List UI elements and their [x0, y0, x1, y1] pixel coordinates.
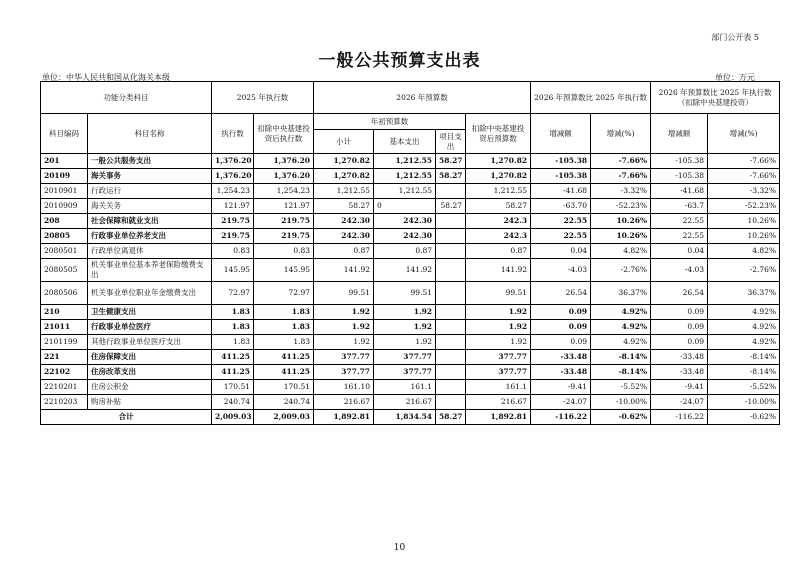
row-budget-excl: 377.77: [466, 365, 531, 380]
row-exec-excl: 219.75: [254, 214, 314, 229]
row-project: [436, 259, 466, 282]
table-row: [41, 305, 780, 320]
row-inc-pct: -10.00%: [591, 395, 651, 410]
row-inc-pct-excl: -5.52%: [708, 380, 780, 395]
row-subtotal: 0.87: [314, 244, 374, 259]
row-exec-excl: 411.25: [254, 350, 314, 365]
row-name: 购房补贴: [88, 395, 212, 410]
row-code: 2210203: [41, 395, 88, 410]
row-exec-excl: 0.83: [254, 244, 314, 259]
header-project: 项目支出: [436, 130, 466, 154]
row-exec-excl: 1,254.23: [254, 184, 314, 199]
table-row: [41, 199, 780, 214]
row-exec: 0.83: [212, 244, 254, 259]
table-row: [41, 365, 780, 380]
row-basic: 161.1: [374, 380, 436, 395]
row-exec: 1,376.20: [212, 169, 254, 184]
currency-unit-label: 单位：万元: [715, 73, 755, 82]
row-name: 行政事业单位养老支出: [88, 229, 212, 244]
row-basic: 377.77: [374, 350, 436, 365]
header-subtotal: 小计: [314, 130, 374, 154]
row-subtotal: 1,270.82: [314, 169, 374, 184]
row-exec: 1.83: [212, 320, 254, 335]
row-subtotal: 377.77: [314, 350, 374, 365]
row-subtotal: 1.92: [314, 335, 374, 350]
row-project: 58.27: [436, 154, 466, 169]
row-project: [436, 184, 466, 199]
row-inc-amt: -24.07: [531, 395, 591, 410]
row-exec-excl: 1,376.20: [254, 154, 314, 169]
row-inc-pct: -7.66%: [591, 169, 651, 184]
row-subtotal: 1,270.82: [314, 154, 374, 169]
header-subject-name: 科目名称: [88, 114, 212, 154]
row-basic: 1.92: [374, 335, 436, 350]
row-inc-pct-excl: 4.92%: [708, 320, 780, 335]
row-exec-excl: 240.74: [254, 395, 314, 410]
row-budget-excl: 58.27: [466, 199, 531, 214]
total-inc-pct2: -0.62%: [708, 410, 780, 425]
total-exec: 2,009.03: [212, 410, 254, 425]
row-inc-amt: 0.09: [531, 335, 591, 350]
row-inc-pct: -2.76%: [591, 259, 651, 282]
row-subtotal: 242.30: [314, 229, 374, 244]
row-subtotal: 216.67: [314, 395, 374, 410]
row-budget-excl: 161.1: [466, 380, 531, 395]
total-project: 58.27: [436, 410, 466, 425]
row-exec: 145.95: [212, 259, 254, 282]
table-row: [41, 214, 780, 229]
row-budget-excl: 377.77: [466, 350, 531, 365]
row-project: [436, 244, 466, 259]
row-project: [436, 282, 466, 305]
row-inc-amt: -9.41: [531, 380, 591, 395]
row-name: 行政运行: [88, 184, 212, 199]
row-inc-pct-excl: -7.66%: [708, 154, 780, 169]
row-inc-pct: -7.66%: [591, 154, 651, 169]
row-code: 221: [41, 350, 88, 365]
budget-expenditure-table: [40, 81, 780, 425]
row-basic: 1,212.55: [374, 184, 436, 199]
row-inc-amt-excl: -105.38: [651, 154, 708, 169]
row-exec: 219.75: [212, 229, 254, 244]
row-project: [436, 380, 466, 395]
row-inc-pct-excl: -7.66%: [708, 169, 780, 184]
row-exec: 1.83: [212, 305, 254, 320]
row-inc-pct: 4.82%: [591, 244, 651, 259]
table-row: [41, 395, 780, 410]
row-budget-excl: 1,212.55: [466, 184, 531, 199]
row-name: 其他行政事业单位医疗支出: [88, 335, 212, 350]
page-number: 10: [393, 543, 406, 553]
page-title: 一般公共预算支出表: [318, 51, 481, 71]
row-inc-pct-excl: -8.14%: [708, 365, 780, 380]
row-basic: 141.92: [374, 259, 436, 282]
row-subtotal: 58.27: [314, 199, 374, 214]
row-code: 2101199: [41, 335, 88, 350]
row-name: 机关事业单位职业年金缴费支出: [88, 282, 212, 305]
row-exec: 121.97: [212, 199, 254, 214]
row-exec-excl: 121.97: [254, 199, 314, 214]
row-name: 海关事务: [88, 169, 212, 184]
row-exec: 1,254.23: [212, 184, 254, 199]
row-inc-pct: 4.92%: [591, 305, 651, 320]
row-subtotal: 99.51: [314, 282, 374, 305]
total-inc-amt2: -116.22: [651, 410, 708, 425]
header-inc-amt: 增减额: [531, 114, 591, 154]
header-budget-2026: 2026 年预算数: [314, 82, 531, 114]
table-row: [41, 259, 780, 282]
row-inc-pct-excl: -52.23%: [708, 199, 780, 214]
row-code: 2080501: [41, 244, 88, 259]
row-basic: 242.30: [374, 214, 436, 229]
row-project: [436, 395, 466, 410]
row-inc-pct-excl: 10.26%: [708, 229, 780, 244]
total-basic: 1,834.54: [374, 410, 436, 425]
row-code: 210: [41, 305, 88, 320]
table-row: [41, 380, 780, 395]
row-project: 58.27: [436, 169, 466, 184]
row-subtotal: 1,212.55: [314, 184, 374, 199]
table-row: [41, 154, 780, 169]
row-project: [436, 350, 466, 365]
row-exec-excl: 219.75: [254, 229, 314, 244]
row-exec: 240.74: [212, 395, 254, 410]
row-inc-amt: -63.70: [531, 199, 591, 214]
row-basic: 1,212.55: [374, 154, 436, 169]
row-inc-amt-excl: -9.41: [651, 380, 708, 395]
table-row: [41, 229, 780, 244]
row-inc-amt: -105.38: [531, 169, 591, 184]
header-inc-pct-excl: 增减(%): [708, 114, 780, 154]
total-label: 合计: [41, 410, 212, 425]
row-code: 2080505: [41, 259, 88, 282]
row-inc-amt: -4.03: [531, 259, 591, 282]
row-basic: 242.30: [374, 229, 436, 244]
row-budget-excl: 1.92: [466, 320, 531, 335]
row-inc-pct: 10.26%: [591, 214, 651, 229]
row-budget-excl: 0.87: [466, 244, 531, 259]
row-subtotal: 1.92: [314, 305, 374, 320]
row-exec: 170.51: [212, 380, 254, 395]
row-project: 58.27: [436, 199, 466, 214]
table-row: [41, 244, 780, 259]
table-row: [41, 320, 780, 335]
row-exec: 1.83: [212, 335, 254, 350]
row-inc-pct: -8.14%: [591, 365, 651, 380]
row-inc-amt-excl: 0.09: [651, 320, 708, 335]
row-budget-excl: 1,270.82: [466, 169, 531, 184]
row-exec-excl: 1.83: [254, 335, 314, 350]
row-code: 2080506: [41, 282, 88, 305]
row-inc-amt: 22.55: [531, 229, 591, 244]
row-budget-excl: 1.92: [466, 305, 531, 320]
row-inc-pct: 4.92%: [591, 335, 651, 350]
row-code: 21011: [41, 320, 88, 335]
row-inc-amt-excl: 22.55: [651, 229, 708, 244]
row-subtotal: 377.77: [314, 365, 374, 380]
table-total-row: [41, 410, 780, 425]
row-basic: 1,212.55: [374, 169, 436, 184]
header-cmp-2026-2025: 2026 年预算数比 2025 年执行数: [531, 82, 651, 114]
row-exec-excl: 411.25: [254, 365, 314, 380]
row-name: 住房公积金: [88, 380, 212, 395]
row-project: [436, 214, 466, 229]
row-project: [436, 229, 466, 244]
row-inc-amt: -33.48: [531, 350, 591, 365]
table-row: [41, 184, 780, 199]
header-exec-2025: 2025 年执行数: [212, 82, 314, 114]
row-inc-amt: 0.09: [531, 305, 591, 320]
header-inc-pct: 增减(%): [591, 114, 651, 154]
row-inc-pct: -52.23%: [591, 199, 651, 214]
row-basic: 0: [374, 199, 436, 214]
row-budget-excl: 1,270.82: [466, 154, 531, 169]
table-row: [41, 335, 780, 350]
row-code: 208: [41, 214, 88, 229]
row-basic: 99.51: [374, 282, 436, 305]
row-inc-amt-excl: -4.03: [651, 259, 708, 282]
row-code: 20805: [41, 229, 88, 244]
row-inc-amt: 26.54: [531, 282, 591, 305]
row-basic: 1.92: [374, 320, 436, 335]
total-budget-excl: 1,892.81: [466, 410, 531, 425]
row-exec: 411.25: [212, 350, 254, 365]
header-cmp-excl: 2026 年预算数比 2025 年执行数（扣除中央基建投资）: [651, 82, 780, 114]
table-row: [41, 350, 780, 365]
row-exec: 1,376.20: [212, 154, 254, 169]
row-exec: 72.97: [212, 282, 254, 305]
row-inc-amt-excl: 26.54: [651, 282, 708, 305]
row-name: 机关事业单位基本养老保险缴费支出: [88, 259, 212, 282]
row-subtotal: 1.92: [314, 320, 374, 335]
table-row: [41, 169, 780, 184]
row-budget-excl: 242.3: [466, 214, 531, 229]
row-basic: 1.92: [374, 305, 436, 320]
row-code: 22102: [41, 365, 88, 380]
row-inc-pct-excl: -2.76%: [708, 259, 780, 282]
row-inc-amt-excl: 0.04: [651, 244, 708, 259]
row-name: 住房保障支出: [88, 350, 212, 365]
row-inc-pct-excl: 36.37%: [708, 282, 780, 305]
header-inc-amt-excl: 增减额: [651, 114, 708, 154]
row-code: 20109: [41, 169, 88, 184]
row-code: 2210201: [41, 380, 88, 395]
header-budget-excl: 扣除中央基建投资后预算数: [466, 114, 531, 154]
row-budget-excl: 242.3: [466, 229, 531, 244]
row-exec-excl: 170.51: [254, 380, 314, 395]
row-code: 201: [41, 154, 88, 169]
row-exec-excl: 145.95: [254, 259, 314, 282]
row-inc-amt-excl: 0.09: [651, 335, 708, 350]
row-inc-pct: -8.14%: [591, 350, 651, 365]
row-subtotal: 141.92: [314, 259, 374, 282]
row-exec-excl: 72.97: [254, 282, 314, 305]
row-name: 住房改革支出: [88, 365, 212, 380]
row-basic: 216.67: [374, 395, 436, 410]
row-inc-amt: -41.68: [531, 184, 591, 199]
row-inc-amt-excl: 0.09: [651, 305, 708, 320]
row-inc-amt-excl: -41.68: [651, 184, 708, 199]
row-name: 卫生健康支出: [88, 305, 212, 320]
row-budget-excl: 141.92: [466, 259, 531, 282]
table-row: [41, 282, 780, 305]
total-subtotal: 1,892.81: [314, 410, 374, 425]
row-name: 海关关务: [88, 199, 212, 214]
row-inc-amt-excl: -24.07: [651, 395, 708, 410]
row-inc-pct: -3.32%: [591, 184, 651, 199]
row-budget-excl: 99.51: [466, 282, 531, 305]
row-inc-pct-excl: 10.26%: [708, 214, 780, 229]
row-inc-pct: -5.52%: [591, 380, 651, 395]
row-budget-excl: 1.92: [466, 335, 531, 350]
total-inc-pct: -0.62%: [591, 410, 651, 425]
row-exec: 411.25: [212, 365, 254, 380]
row-inc-pct: 4.92%: [591, 320, 651, 335]
row-inc-amt-excl: -33.48: [651, 365, 708, 380]
row-inc-amt: -105.38: [531, 154, 591, 169]
row-project: [436, 365, 466, 380]
row-project: [436, 305, 466, 320]
row-inc-pct: 10.26%: [591, 229, 651, 244]
header-exec: 执行数: [212, 114, 254, 154]
row-budget-excl: 216.67: [466, 395, 531, 410]
row-name: 行政单位离退休: [88, 244, 212, 259]
header-basic: 基本支出: [374, 130, 436, 154]
row-subtotal: 242.30: [314, 214, 374, 229]
row-inc-amt-excl: -105.38: [651, 169, 708, 184]
header-subject-code: 科目编码: [41, 114, 88, 154]
row-inc-amt-excl: 22.55: [651, 214, 708, 229]
row-code: 2010909: [41, 199, 88, 214]
row-project: [436, 320, 466, 335]
row-name: 行政事业单位医疗: [88, 320, 212, 335]
row-inc-amt: 0.09: [531, 320, 591, 335]
header-exec-excl: 扣除中央基建投资后执行数: [254, 114, 314, 154]
header-func-category: 功能分类科目: [41, 82, 212, 114]
row-subtotal: 161.10: [314, 380, 374, 395]
row-exec-excl: 1.83: [254, 320, 314, 335]
row-exec-excl: 1.83: [254, 305, 314, 320]
row-inc-amt-excl: -63.7: [651, 199, 708, 214]
row-inc-pct-excl: -8.14%: [708, 350, 780, 365]
total-inc-amt: -116.22: [531, 410, 591, 425]
unit-entity-label: 单位：中华人民共和国从化海关本级: [42, 73, 170, 82]
row-inc-amt: 22.55: [531, 214, 591, 229]
row-inc-pct: 36.37%: [591, 282, 651, 305]
row-code: 2010901: [41, 184, 88, 199]
row-inc-pct-excl: -10.00%: [708, 395, 780, 410]
row-inc-amt: 0.04: [531, 244, 591, 259]
row-inc-pct-excl: 4.82%: [708, 244, 780, 259]
header-initial-budget: 年初预算数: [314, 114, 466, 130]
row-exec-excl: 1,376.20: [254, 169, 314, 184]
table-number-label: 部门公开表 5: [711, 33, 759, 42]
total-exec-excl: 2,009.03: [254, 410, 314, 425]
row-project: [436, 335, 466, 350]
row-exec: 219.75: [212, 214, 254, 229]
row-inc-pct-excl: -3.32%: [708, 184, 780, 199]
row-inc-pct-excl: 4.92%: [708, 305, 780, 320]
row-name: 一般公共服务支出: [88, 154, 212, 169]
row-name: 社会保障和就业支出: [88, 214, 212, 229]
row-inc-amt: -33.48: [531, 365, 591, 380]
row-basic: 0.87: [374, 244, 436, 259]
row-inc-amt-excl: -33.48: [651, 350, 708, 365]
row-inc-pct-excl: 4.92%: [708, 335, 780, 350]
row-basic: 377.77: [374, 365, 436, 380]
